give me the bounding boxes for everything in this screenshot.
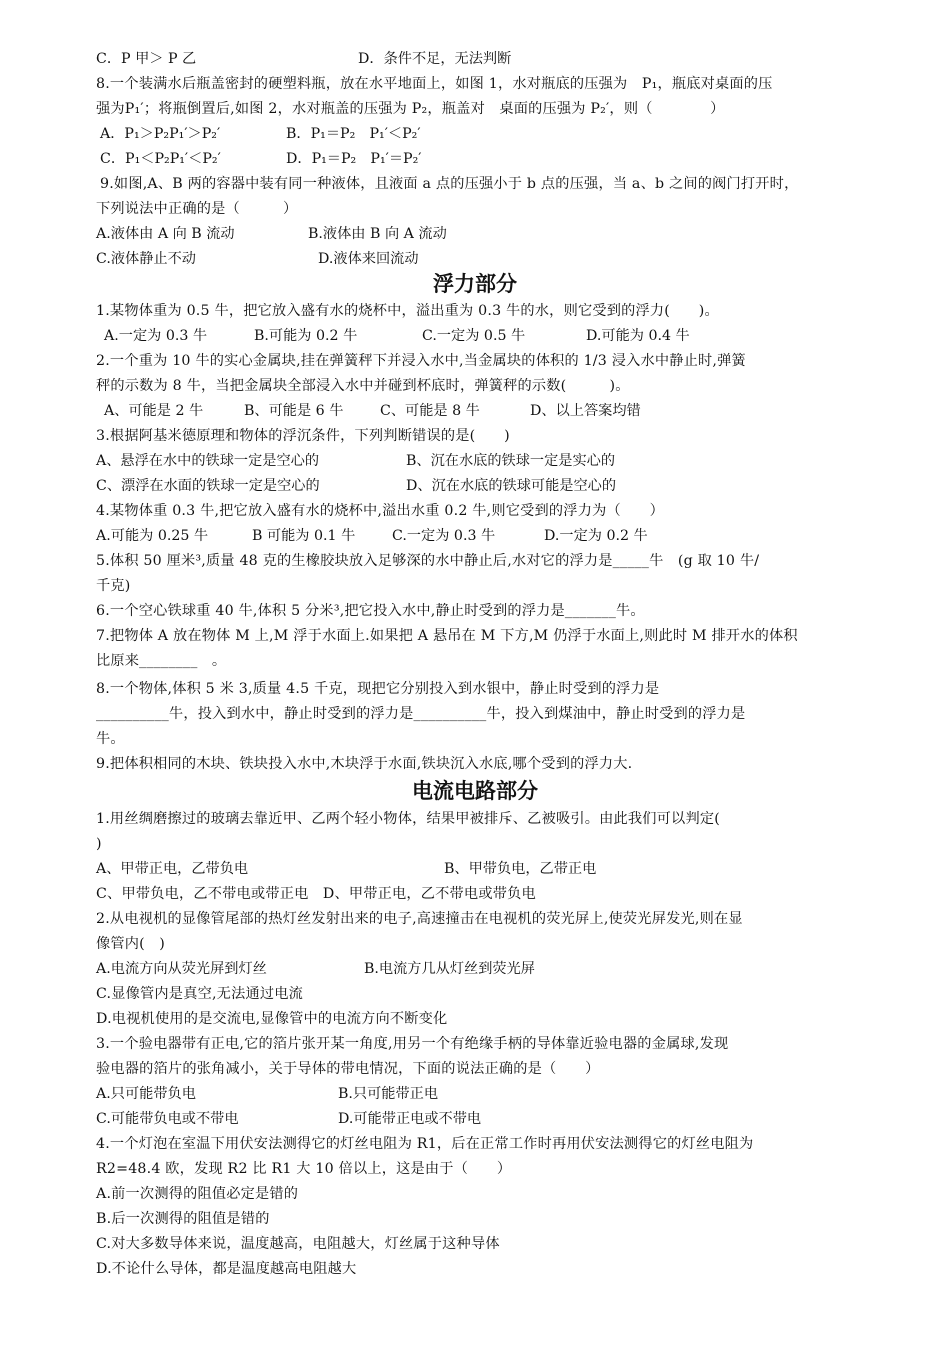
option-a: A.液体由 A 向 B 流动 — [96, 226, 235, 242]
option-a: A.可能为 0.25 牛 — [96, 528, 209, 544]
c4-option-a: A.前一次测得的阻值必定是错的 — [96, 1186, 299, 1202]
option-b: B、沉在水底的铁球一定是实心的 — [406, 453, 616, 469]
option-a: A.只可能带负电 — [96, 1086, 196, 1102]
option-b: B.电流方几从灯丝到荧光屏 — [364, 961, 535, 977]
option-b: B．P₁＝P₂ P₁′＜P₂′ — [286, 126, 421, 142]
b2-stem-line-1: 2.一个重为 10 牛的实心金属块,挂在弹簧秤下并浸入水中,当金属块的体积的 1/3 浸入水中静止时,弹簧 — [96, 353, 746, 369]
c2-stem-line-1: 2.从电视机的显像管尾部的热灯丝发射出来的电子,高速撞击在电视机的荧光屏上,使荧光屏发光,则在显 — [96, 911, 743, 927]
option-a: A.一定为 0.3 牛 — [104, 328, 208, 344]
option-c: C、漂浮在水面的铁球一定是空心的 — [96, 478, 320, 494]
c3-stem-line-2: 验电器的箔片的张角减小，关于导体的带电情况，下面的说法正确的是（ ） — [96, 1061, 600, 1077]
option-b: B、可能是 6 牛 — [244, 403, 344, 419]
c4-option-c: C.对大多数导体来说，温度越高，电阻越大，灯丝属于这种导体 — [96, 1236, 500, 1252]
option-b: B 可能为 0.1 牛 — [252, 528, 356, 544]
b7-stem-line-2: 比原来________ 。 — [96, 653, 227, 669]
q9-stem-line-1: 9.如图,A、B 两的容器中装有同一种液体，且液面 a 点的压强小于 b 点的压强，当 a、b 之间的阀门打开时， — [100, 176, 799, 192]
b1-stem: 1.某物体重为 0.5 牛，把它放入盛有水的烧杯中，溢出重为 0.3 牛的水，则它受到的浮力( )。 — [96, 303, 719, 319]
option-d: D、沉在水底的铁球可能是空心的 — [406, 478, 617, 494]
section-heading-buoyancy: 浮力部分 — [433, 272, 517, 296]
option-a: A、可能是 2 牛 — [104, 403, 204, 419]
b8-stem-line-1: 8.一个物体,体积 5 米 3,质量 4.5 千克，现把它分别投入到水银中，静止时受到的浮力是 — [96, 681, 660, 697]
c4-stem-line-1: 4.一个灯泡在室温下用伏安法测得它的灯丝电阻为 R1，后在正常工作时再用伏安法测得它的灯丝电阻为 — [96, 1136, 754, 1152]
option-c: C．P 甲＞ P 乙 — [96, 51, 197, 67]
b9-stem: 9.把体积相同的木块、铁块投入水中,木块浮于水面,铁块沉入水底,哪个受到的浮力大. — [96, 756, 633, 772]
option-d: D.可能为 0.4 牛 — [586, 328, 690, 344]
option-c: C.可能带负电或不带电 — [96, 1111, 239, 1127]
option-d: D．P₁＝P₂ P₁′＝P₂′ — [286, 151, 422, 167]
c1-options-row-2: C、甲带负电，乙不带电或带正电 D、甲带正电，乙不带电或带负电 — [96, 886, 536, 902]
c1-stem-line-2: ) — [96, 836, 102, 852]
b3-stem: 3.根据阿基米德原理和物体的浮沉条件，下列判断错误的是( ) — [96, 428, 510, 444]
b8-stem-line-2: __________牛，投入到水中，静止时受到的浮力是__________牛，投入到煤油中，静止时受到的浮力是 — [96, 706, 746, 722]
b5-stem-line-2: 千克) — [96, 578, 131, 594]
c2-option-d: D.电视机使用的是交流电,显像管中的电流方向不断变化 — [96, 1011, 448, 1027]
option-c: C.一定为 0.3 牛 — [392, 528, 496, 544]
option-c: C、可能是 8 牛 — [380, 403, 480, 419]
c2-stem-line-2: 像管内( ) — [96, 936, 166, 952]
option-a: A.电流方向从荧光屏到灯丝 — [96, 961, 267, 977]
option-a: A、悬浮在水中的铁球一定是空心的 — [96, 453, 320, 469]
option-b: B.可能为 0.2 牛 — [254, 328, 358, 344]
b2-stem-line-2: 秤的示数为 8 牛，当把金属块全部浸入水中并碰到杯底时，弹簧秤的示数( )。 — [96, 378, 630, 394]
b8-stem-line-3: 牛。 — [96, 731, 125, 747]
c1-stem-line-1: 1.用丝绸磨擦过的玻璃去靠近甲、乙两个轻小物体，结果甲被排斥、乙被吸引。由此我们可以判定( — [96, 811, 720, 827]
option-d: D．条件不足，无法判断 — [358, 51, 512, 67]
q8-stem-line-1: 8.一个装满水后瓶盖密封的硬塑料瓶，放在水平地面上，如图 1，水对瓶底的压强为 P₁，瓶底对桌面的压 — [96, 76, 773, 92]
c4-option-b: B.后一次测得的阻值是错的 — [96, 1211, 270, 1227]
c3-stem-line-1: 3.一个验电器带有正电,它的箔片张开某一角度,用另一个有绝缘手柄的导体靠近验电器的金属球,发现 — [96, 1036, 729, 1052]
b6-stem: 6.一个空心铁球重 40 牛,体积 5 分米³,把它投入水中,静止时受到的浮力是_______牛。 — [96, 603, 645, 619]
option-d: D.液体来回流动 — [318, 251, 419, 267]
option-d: D、以上答案均错 — [530, 403, 641, 419]
option-d: D.可能带正电或不带电 — [338, 1111, 482, 1127]
c2-option-c: C.显像管内是真空,无法通过电流 — [96, 986, 304, 1002]
option-b: B.液体由 B 向 A 流动 — [308, 226, 447, 242]
option-a: A、甲带正电，乙带负电 — [96, 861, 249, 877]
option-c: C.一定为 0.5 牛 — [422, 328, 526, 344]
q9-stem-line-2: 下列说法中正确的是（ ） — [96, 201, 298, 217]
option-b: B、甲带负电，乙带正电 — [444, 861, 597, 877]
c4-stem-line-2: R2=48.4 欧，发现 R2 比 R1 大 10 倍以上，这是由于（ ） — [96, 1161, 512, 1177]
option-d: D.一定为 0.2 牛 — [544, 528, 648, 544]
q8-stem-line-2: 强为P₁′；将瓶倒置后,如图 2，水对瓶盖的压强为 P₂，瓶盖对 桌面的压强为 P₂′，则（ ） — [96, 101, 725, 117]
c4-option-d: D.不论什么导体，都是温度越高电阻越大 — [96, 1261, 357, 1277]
option-c: C．P₁＜P₂P₁′＜P₂′ — [100, 151, 221, 167]
b4-stem: 4.某物体重 0.3 牛,把它放入盛有水的烧杯中,溢出水重 0.2 牛,则它受到的浮力为（ ） — [96, 503, 665, 519]
option-b: B.只可能带正电 — [338, 1086, 439, 1102]
section-heading-circuit: 电流电路部分 — [412, 779, 538, 803]
b7-stem-line-1: 7.把物体 A 放在物体 M 上,M 浮于水面上.如果把 A 悬吊在 M 下方,M 仍浮于水面上,则此时 M 排开水的体积 — [96, 628, 798, 644]
b5-stem-line-1: 5.体积 50 厘米³,质量 48 克的生橡胶块放入足够深的水中静止后,水对它的浮力是_____牛 (g 取 10 牛/ — [96, 553, 760, 569]
option-c: C.液体静止不动 — [96, 251, 196, 267]
option-a: A．P₁＞P₂P₁′＞P₂′ — [100, 126, 221, 142]
